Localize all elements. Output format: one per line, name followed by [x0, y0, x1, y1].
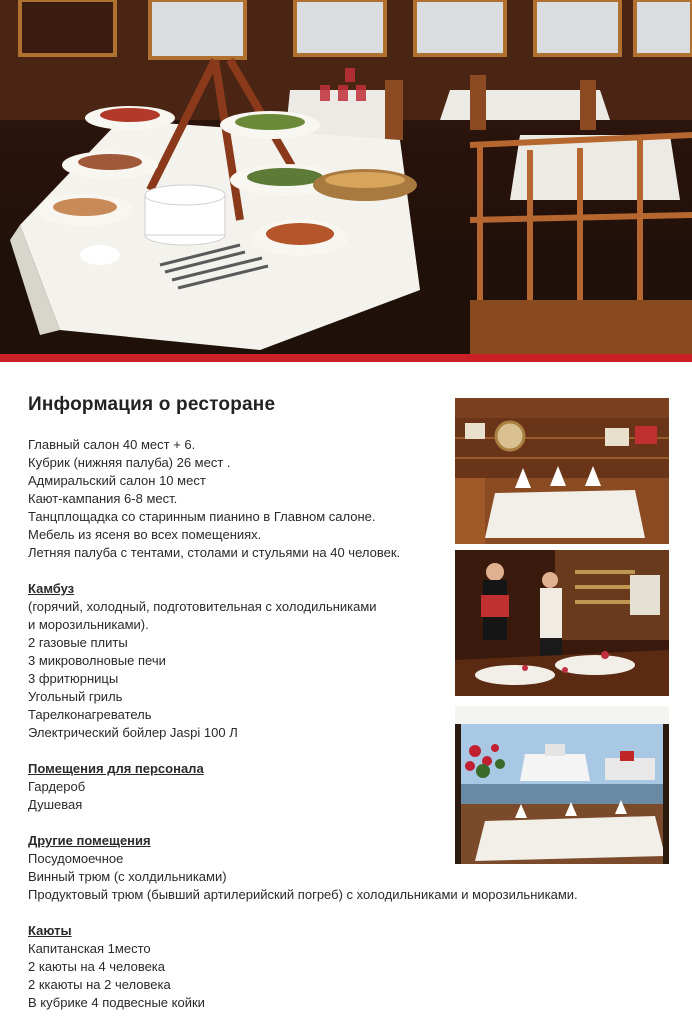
section-line: В кубрике 4 подвесные койки: [28, 995, 205, 1010]
photo-admiral-salon: [455, 398, 669, 544]
section-line: Душевая: [28, 797, 83, 812]
section-line: 2 газовые плиты: [28, 635, 128, 650]
section-cabins: [28, 922, 668, 1012]
section-line: Электрический бойлер Jaspi 100 Л: [28, 725, 238, 740]
accent-red-bar: [0, 354, 692, 362]
section-line: 2 каюты на 4 человека: [28, 959, 166, 974]
intro-line: Мебель из ясеня во всех помещениях.: [28, 527, 262, 542]
buffet-illustration: [0, 0, 692, 356]
section-line: 2 ккаюты на 2 человека: [28, 977, 171, 992]
section-line: Продуктовый трюм (бывший артилерийский погреб) с холодильниками и морозильниками.: [28, 887, 578, 902]
section-line: и морозильниками).: [28, 617, 149, 632]
section-line: 3 фритюрницы: [28, 671, 119, 686]
hero-photo-buffet: [0, 0, 692, 356]
section-line: (горячий, холодный, подготовительная с холодильниками: [28, 599, 377, 614]
intro-line: Кубрик (нижняя палуба) 26 мест .: [28, 455, 231, 470]
intro-line: Главный салон 40 мест + 6.: [28, 437, 196, 452]
section-heading: Камбуз: [28, 581, 75, 596]
photo-summer-deck: [455, 706, 669, 864]
section-line: 3 микроволновые печи: [28, 653, 166, 668]
intro-line: Кают-кампания 6-8 мест.: [28, 491, 178, 506]
section-heading: Другие помещения: [28, 833, 151, 848]
intro-line: Танцплощадка со старинным пианино в Главном салоне.: [28, 509, 376, 524]
section-line: Тарелконагреватель: [28, 707, 152, 722]
intro-line: Адмиральский салон 10 мест: [28, 473, 206, 488]
intro-line: Летняя палуба с тентами, столами и стульями на 40 человек.: [28, 545, 401, 560]
photo-accordion-player: [455, 550, 669, 696]
section-heading: Каюты: [28, 923, 72, 938]
section-line: Капитанская 1место: [28, 941, 151, 956]
section-line: Винный трюм (с холдильниками): [28, 869, 227, 884]
section-heading: Помещения для персонала: [28, 761, 204, 776]
section-line: Посудомоечное: [28, 851, 124, 866]
page-title: Информация о ресторане: [28, 394, 276, 415]
section-line: Угольный гриль: [28, 689, 123, 704]
section-line: Гардероб: [28, 779, 86, 794]
